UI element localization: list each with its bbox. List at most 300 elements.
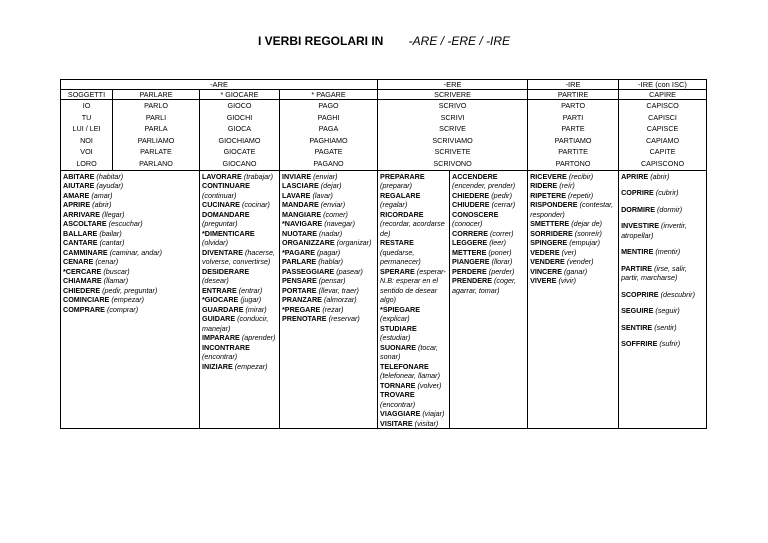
group-header-ere: -ERE bbox=[378, 80, 528, 90]
conjugation-form: PARLANO bbox=[139, 158, 173, 168]
conjugation-form: PARTO bbox=[561, 101, 586, 110]
verb-infinitive: RISPONDERE bbox=[530, 200, 578, 210]
verb-entry bbox=[202, 229, 277, 248]
verbs-table bbox=[60, 79, 707, 429]
verb-infinitive: VENDERE bbox=[530, 257, 565, 267]
verb-entry bbox=[621, 306, 704, 316]
group-header-ire-isc: -IRE (con ISC) bbox=[619, 80, 707, 90]
verb-translation: (encontrar) bbox=[202, 352, 238, 362]
conjugation-form: PARTITE bbox=[558, 147, 588, 157]
verb-translation: (ver) bbox=[561, 247, 577, 257]
verb-infinitive: *SPIEGARE bbox=[380, 304, 420, 314]
verb-infinitive: SMETTERE bbox=[530, 219, 570, 229]
verb-entry bbox=[202, 286, 277, 296]
conjugation-form: LUI / LEI bbox=[72, 124, 101, 134]
verb-translation: (llevar, traer) bbox=[318, 285, 359, 295]
verb-translation: (recibir) bbox=[568, 171, 594, 181]
verb-infinitive: VIVERE bbox=[530, 276, 557, 286]
verb-infinitive: PRANZARE bbox=[282, 295, 322, 305]
conjugation-form: GIOCHIAMO bbox=[218, 135, 261, 145]
conjugation-form: CAPISCONO bbox=[640, 158, 685, 168]
verb-infinitive: SORRIDERE bbox=[530, 228, 573, 238]
conjugation-form: PARTIAMO bbox=[554, 135, 592, 145]
verb-translation: (nadar) bbox=[319, 228, 343, 238]
are-verbs-col2 bbox=[200, 170, 280, 429]
verb-entry bbox=[621, 290, 704, 300]
verb-entry bbox=[282, 219, 375, 229]
verb-translation: (enviar) bbox=[320, 200, 346, 210]
verb-infinitive: CHIEDERE bbox=[63, 285, 101, 295]
conjugation-form: VOI bbox=[80, 147, 93, 157]
verb-infinitive: VIAGGIARE bbox=[380, 409, 421, 419]
conjugation-form: PARLATE bbox=[140, 147, 172, 157]
verb-translation: (perder) bbox=[488, 266, 515, 276]
verb-translation: (abrir) bbox=[650, 171, 670, 181]
verb-entry bbox=[202, 172, 277, 182]
verb-infinitive: VISITARE bbox=[380, 418, 413, 428]
verb-infinitive: PASSEGGIARE bbox=[282, 266, 335, 276]
verb-infinitive: INVIARE bbox=[282, 171, 312, 181]
verb-translation: (ganar) bbox=[564, 266, 588, 276]
verb-entry bbox=[202, 295, 277, 305]
verb-translation: (conducir, manejar) bbox=[202, 314, 269, 333]
verb-translation: (vender) bbox=[566, 257, 594, 267]
verb-infinitive: COMPRARE bbox=[63, 304, 105, 314]
conjugation-form: GIOCA bbox=[227, 124, 252, 134]
conjugation-form: PAGA bbox=[318, 124, 339, 134]
verb-entry bbox=[63, 248, 197, 258]
verb-entry bbox=[202, 314, 277, 333]
verb-entry bbox=[63, 200, 197, 210]
verb-translation: (visitar) bbox=[414, 418, 439, 428]
verb-translation: (lavar) bbox=[312, 190, 333, 200]
verb-translation: (volver) bbox=[417, 380, 442, 390]
verb-entry bbox=[452, 172, 525, 191]
verb-infinitive: METTERE bbox=[452, 247, 487, 257]
verb-entry bbox=[452, 229, 525, 239]
verb-entry bbox=[282, 257, 375, 267]
verb-translation: (comprar) bbox=[106, 304, 139, 314]
conjugation-form: SCRIVETE bbox=[434, 147, 471, 157]
verb-translation: (navegar) bbox=[324, 219, 355, 229]
verb-entry bbox=[202, 305, 277, 315]
conj-soggetti bbox=[61, 100, 113, 171]
verb-translation: (estudiar) bbox=[380, 333, 411, 343]
verb-entry bbox=[452, 238, 525, 248]
verb-entry bbox=[282, 295, 375, 305]
group-header-are: -ARE bbox=[61, 80, 378, 90]
verb-entry bbox=[380, 172, 447, 191]
verb-infinitive: MENTIRE bbox=[621, 247, 654, 257]
verb-infinitive: ARRIVARE bbox=[63, 209, 101, 219]
verb-infinitive: SPINGERE bbox=[530, 238, 568, 248]
verb-entry bbox=[621, 188, 704, 198]
verb-infinitive: PENSARE bbox=[282, 276, 317, 286]
verb-infinitive: NUOTARE bbox=[282, 228, 318, 238]
verb-infinitive: CENARE bbox=[63, 257, 94, 267]
verb-entry bbox=[63, 181, 197, 191]
verb-entry bbox=[282, 267, 375, 277]
verb-infinitive: PORTARE bbox=[282, 285, 317, 295]
verb-entry bbox=[63, 229, 197, 239]
verb-translation: (irse, salir, partir, marcharse) bbox=[621, 263, 687, 283]
verb-translation: (poner) bbox=[488, 247, 512, 257]
ire-verbs bbox=[619, 170, 707, 429]
verb-translation: (pensar) bbox=[318, 276, 346, 286]
verb-infinitive: LAVARE bbox=[282, 190, 311, 200]
verb-translation: (sonreír) bbox=[574, 228, 602, 238]
verb-infinitive: CANTARE bbox=[63, 238, 98, 248]
verb-entry bbox=[530, 172, 616, 182]
verb-entry bbox=[202, 200, 277, 210]
are-verbs-col4 bbox=[378, 170, 450, 429]
verb-entry bbox=[380, 324, 447, 343]
verb-entry bbox=[282, 172, 375, 182]
verb-translation: (cocinar) bbox=[241, 200, 270, 210]
verb-entry bbox=[380, 343, 447, 362]
verb-entry bbox=[63, 276, 197, 286]
verb-infinitive: SEGUIRE bbox=[621, 306, 654, 316]
verb-infinitive: PARLARE bbox=[282, 257, 317, 267]
conjugation-form: CAPISCE bbox=[646, 124, 679, 134]
verb-entry bbox=[452, 200, 525, 210]
ere-verbs-col1 bbox=[450, 170, 528, 429]
verb-translation: (ayudar) bbox=[96, 181, 124, 191]
title-endings: -ARE / -ERE / -IRE bbox=[408, 34, 511, 48]
verb-entry bbox=[63, 210, 197, 220]
conjugation-form: TU bbox=[81, 112, 92, 122]
verb-infinitive: CHIUDERE bbox=[452, 200, 490, 210]
are-verbs-col1 bbox=[61, 170, 200, 429]
group-header-ire: -IRE bbox=[528, 80, 619, 90]
verb-translation: (preguntar) bbox=[202, 219, 238, 229]
conjugation-form: PAGATE bbox=[314, 147, 343, 157]
verb-entry bbox=[530, 181, 616, 191]
verb-entry bbox=[530, 276, 616, 286]
verb-infinitive: SOFFRIRE bbox=[621, 339, 658, 349]
verb-entry bbox=[530, 191, 616, 201]
verb-infinitive: PREPARARE bbox=[380, 171, 425, 181]
verb-entry bbox=[380, 238, 447, 267]
verb-entry bbox=[202, 210, 277, 229]
verb-translation: (cerrar) bbox=[491, 200, 516, 210]
verb-infinitive: MANDARE bbox=[282, 200, 319, 210]
verb-entry bbox=[452, 276, 525, 295]
verb-infinitive: TROVARE bbox=[380, 390, 415, 400]
conj-partire bbox=[528, 100, 619, 171]
verb-infinitive: SCOPRIRE bbox=[621, 289, 659, 299]
verb-entry bbox=[530, 219, 616, 229]
verb-entry bbox=[202, 362, 277, 372]
verb-infinitive: RICORDARE bbox=[380, 209, 424, 219]
verb-translation: (cantar) bbox=[99, 238, 125, 248]
verb-infinitive: RIDERE bbox=[530, 181, 558, 191]
verb-infinitive: REGALARE bbox=[380, 190, 421, 200]
verb-translation: (regalar) bbox=[380, 200, 408, 210]
verb-entry bbox=[452, 210, 525, 229]
verb-entry bbox=[282, 210, 375, 220]
conjugation-form: CAPIAMO bbox=[645, 135, 680, 145]
verb-entry bbox=[202, 343, 277, 362]
verb-translation: (pagar) bbox=[317, 247, 341, 257]
conjugation-form: GIOCATE bbox=[223, 147, 256, 157]
verb-infinitive: CAMMINARE bbox=[63, 247, 108, 257]
verb-translation: (buscar) bbox=[103, 266, 130, 276]
verb-translation: (tocar, sonar) bbox=[380, 342, 438, 362]
verb-translation: (dejar de) bbox=[571, 219, 602, 229]
verb-translation: (reír) bbox=[559, 181, 575, 191]
verb-translation: (descubrir) bbox=[660, 289, 695, 299]
conjugation-form: GIOCHI bbox=[226, 112, 253, 122]
conj-capire bbox=[619, 100, 707, 171]
verb-translation: (cenar) bbox=[95, 257, 119, 267]
verb-translation: (llorar) bbox=[491, 257, 513, 267]
verb-infinitive: LASCIARE bbox=[282, 181, 319, 191]
verb-translation: (quedarse, permanecer) bbox=[380, 247, 421, 267]
verb-entry bbox=[621, 221, 704, 240]
verb-infinitive: BALLARE bbox=[63, 228, 98, 238]
verb-translation: (amar) bbox=[91, 190, 113, 200]
verb-entry bbox=[530, 238, 616, 248]
verb-translation: (empujar) bbox=[569, 238, 600, 248]
page-title bbox=[0, 34, 768, 48]
verb-entry bbox=[621, 339, 704, 349]
verb-translation: (habitar) bbox=[96, 171, 124, 181]
conjugation-form: PARTONO bbox=[555, 158, 591, 168]
verb-translation: (reservar) bbox=[328, 314, 360, 324]
are-verbs-col3 bbox=[280, 170, 378, 429]
verb-translation: (leer) bbox=[489, 238, 506, 248]
verb-translation: (almorzar) bbox=[323, 295, 357, 305]
verb-infinitive: PIANGERE bbox=[452, 257, 490, 267]
verb-entry bbox=[282, 248, 375, 258]
verb-translation: (escuchar) bbox=[108, 219, 143, 229]
verb-translation: (rezar) bbox=[322, 304, 344, 314]
verb-translation: (correr) bbox=[490, 228, 514, 238]
verb-infinitive: ASCOLTARE bbox=[63, 219, 107, 229]
verb-translation: (viajar) bbox=[422, 409, 445, 419]
header-pagare: * PAGARE bbox=[280, 90, 378, 100]
header-scrivere: SCRIVERE bbox=[378, 90, 528, 100]
conjugation-form: CAPISCO bbox=[646, 101, 679, 110]
verb-entry bbox=[380, 191, 447, 210]
verb-entry bbox=[282, 181, 375, 191]
verb-infinitive: SENTIRE bbox=[621, 322, 653, 332]
verb-translation: (caminar, andar) bbox=[109, 247, 163, 257]
conj-scrivere bbox=[378, 100, 528, 171]
verb-entry bbox=[282, 229, 375, 239]
verb-entry bbox=[380, 419, 447, 429]
verb-infinitive: INCONTRARE bbox=[202, 342, 250, 352]
ere-verbs-col2 bbox=[528, 170, 619, 429]
conjugation-form: PAGHIAMO bbox=[309, 135, 348, 145]
verb-entry bbox=[380, 362, 447, 381]
conjugation-form: SCRIVIAMO bbox=[432, 135, 473, 145]
verb-infinitive: *DIMENTICARE bbox=[202, 228, 255, 238]
verb-translation: (encender, prender) bbox=[452, 181, 516, 191]
verb-entry bbox=[380, 409, 447, 419]
verb-infinitive: MANGIARE bbox=[282, 209, 322, 219]
verb-translation: (dormir) bbox=[657, 204, 683, 214]
verb-entry bbox=[621, 172, 704, 182]
verb-infinitive: STUDIARE bbox=[380, 323, 417, 333]
verb-translation: (organizar) bbox=[336, 238, 372, 248]
verb-entry bbox=[530, 248, 616, 258]
verb-entry bbox=[282, 276, 375, 286]
verb-infinitive: INIZIARE bbox=[202, 361, 233, 371]
verb-translation: (cubrir) bbox=[655, 188, 679, 198]
verb-infinitive: DIVENTARE bbox=[202, 247, 243, 257]
conjugation-form: CAPITE bbox=[649, 147, 676, 157]
conjugation-form: PAGO bbox=[318, 101, 339, 110]
conjugation-form: PAGHI bbox=[317, 112, 340, 122]
verb-translation: (repetir) bbox=[568, 190, 594, 200]
verb-entry bbox=[621, 205, 704, 215]
verb-translation: (hacerse, volverse, convertirse) bbox=[202, 247, 275, 267]
verb-entry bbox=[452, 248, 525, 258]
conjugation-form: PARLIAMO bbox=[137, 135, 175, 145]
verb-infinitive: APRIRE bbox=[621, 171, 649, 181]
header-giocare: * GIOCARE bbox=[200, 90, 280, 100]
verb-infinitive: ORGANIZZARE bbox=[282, 238, 335, 248]
verb-infinitive: GUIDARE bbox=[202, 314, 236, 324]
verb-translation: (encontrar) bbox=[380, 399, 416, 409]
conjugation-form: SCRIVE bbox=[439, 124, 466, 134]
conjugation-form: SCRIVONO bbox=[433, 158, 472, 168]
verb-infinitive: SUONARE bbox=[380, 342, 416, 352]
verb-infinitive: *CERCARE bbox=[63, 266, 102, 276]
header-parlare: PARLARE bbox=[113, 90, 200, 100]
verb-translation: (empezar) bbox=[234, 361, 268, 371]
verb-entry bbox=[621, 247, 704, 257]
verb-translation: (pedir, preguntar) bbox=[102, 285, 158, 295]
verb-infinitive: PRENDERE bbox=[452, 276, 492, 286]
verb-translation: (invertir, atropellar) bbox=[621, 221, 687, 240]
verb-translation: (entrar) bbox=[238, 285, 263, 295]
conj-giocare bbox=[200, 100, 280, 171]
verb-infinitive: CUCINARE bbox=[202, 200, 240, 210]
verb-translation: (empezar) bbox=[111, 295, 145, 305]
header-soggetti: SOGGETTI bbox=[61, 90, 113, 100]
conjugation-form: GIOCO bbox=[227, 101, 252, 110]
verb-infinitive: CORRERE bbox=[452, 228, 488, 238]
verb-infinitive: APRIRE bbox=[63, 200, 91, 210]
verb-translation: (telefonear, llamar) bbox=[380, 371, 440, 381]
conjugation-form: SCRIVO bbox=[438, 101, 467, 110]
verb-entry bbox=[202, 267, 277, 286]
verb-translation: (aprender) bbox=[241, 333, 276, 343]
verb-translation: (explicar) bbox=[380, 314, 410, 324]
verb-entry bbox=[202, 333, 277, 343]
verb-entry bbox=[63, 267, 197, 277]
header-capire: CAPIRE bbox=[619, 90, 707, 100]
verb-infinitive: DORMIRE bbox=[621, 204, 656, 214]
verb-entry bbox=[380, 267, 447, 305]
verb-translation: (seguir) bbox=[655, 306, 680, 316]
verb-infinitive: TELEFONARE bbox=[380, 361, 429, 371]
verb-infinitive: *PREGARE bbox=[282, 304, 321, 314]
verb-infinitive: *NAVIGARE bbox=[282, 219, 323, 229]
verb-infinitive: LAVORARE bbox=[202, 171, 242, 181]
verb-entry bbox=[530, 257, 616, 267]
verb-infinitive: COMINCIARE bbox=[63, 295, 110, 305]
verb-entry bbox=[530, 229, 616, 239]
verb-entry bbox=[530, 200, 616, 219]
verb-translation: (pedir) bbox=[491, 190, 512, 200]
verb-entry bbox=[63, 295, 197, 305]
verb-translation: (desear) bbox=[202, 276, 229, 286]
verb-infinitive: IMPARARE bbox=[202, 333, 240, 343]
verb-infinitive: VINCERE bbox=[530, 266, 563, 276]
verb-entry bbox=[621, 264, 704, 283]
verb-translation: (coger, agarrar, tomar) bbox=[452, 276, 516, 295]
verb-infinitive: VEDERE bbox=[530, 247, 560, 257]
verb-entry bbox=[202, 181, 277, 200]
conjugation-form: PARTE bbox=[561, 124, 585, 134]
conjugation-form: PARLO bbox=[144, 101, 168, 110]
verb-entry bbox=[63, 191, 197, 201]
conj-pagare bbox=[280, 100, 378, 171]
conjugation-form: GIOCANO bbox=[222, 158, 257, 168]
verb-infinitive: DESIDERARE bbox=[202, 266, 250, 276]
verb-entry bbox=[282, 200, 375, 210]
verb-entry bbox=[63, 172, 197, 182]
conjugation-form: PARLI bbox=[145, 112, 167, 122]
title-main: I VERBI REGOLARI IN bbox=[257, 34, 384, 48]
verb-entry bbox=[282, 238, 375, 248]
verb-infinitive: GUARDARE bbox=[202, 304, 244, 314]
verb-infinitive: RIPETERE bbox=[530, 190, 567, 200]
verb-translation: (sentir) bbox=[654, 322, 677, 332]
verb-entry bbox=[63, 305, 197, 315]
verb-translation: (llamar) bbox=[103, 276, 129, 286]
verb-infinitive: AIUTARE bbox=[63, 181, 95, 191]
verb-infinitive: RESTARE bbox=[380, 238, 414, 248]
verb-entry bbox=[452, 191, 525, 201]
verb-entry bbox=[452, 257, 525, 267]
verb-translation: (mentir) bbox=[655, 247, 681, 257]
verb-infinitive: AMARE bbox=[63, 190, 90, 200]
verb-entry bbox=[380, 381, 447, 391]
verb-infinitive: LEGGERE bbox=[452, 238, 488, 248]
verb-infinitive: SPERARE bbox=[380, 266, 415, 276]
verb-translation: (hablar) bbox=[318, 257, 343, 267]
verb-entry bbox=[63, 238, 197, 248]
verb-entry bbox=[63, 286, 197, 296]
verb-translation: (continuar) bbox=[202, 190, 237, 200]
verb-translation: (trabajar) bbox=[243, 171, 273, 181]
verb-entry bbox=[282, 286, 375, 296]
conjugation-form: PARLA bbox=[144, 124, 168, 134]
conjugation-form: SCRIVI bbox=[440, 112, 465, 122]
verb-entry bbox=[380, 210, 447, 239]
verb-entry bbox=[202, 248, 277, 267]
verb-translation: (abrir) bbox=[92, 200, 112, 210]
verb-entry bbox=[452, 267, 525, 277]
conjugation-form: IO bbox=[82, 101, 91, 110]
conjugation-form: NOI bbox=[80, 135, 93, 145]
verb-translation: (olvidar) bbox=[202, 238, 228, 248]
verb-translation: (esperar- N.B: esperar en el sentido de desear algo) bbox=[380, 266, 446, 305]
conjugation-form: LORO bbox=[76, 158, 97, 168]
verb-translation: (bailar) bbox=[99, 228, 122, 238]
verb-infinitive: CONTINUARE bbox=[202, 181, 250, 191]
verb-infinitive: ACCENDERE bbox=[452, 171, 498, 181]
conjugation-form: PAGANO bbox=[313, 158, 344, 168]
verb-infinitive: CHIAMARE bbox=[63, 276, 102, 286]
verb-infinitive: *PAGARE bbox=[282, 247, 316, 257]
verb-translation: (pasear) bbox=[336, 266, 363, 276]
